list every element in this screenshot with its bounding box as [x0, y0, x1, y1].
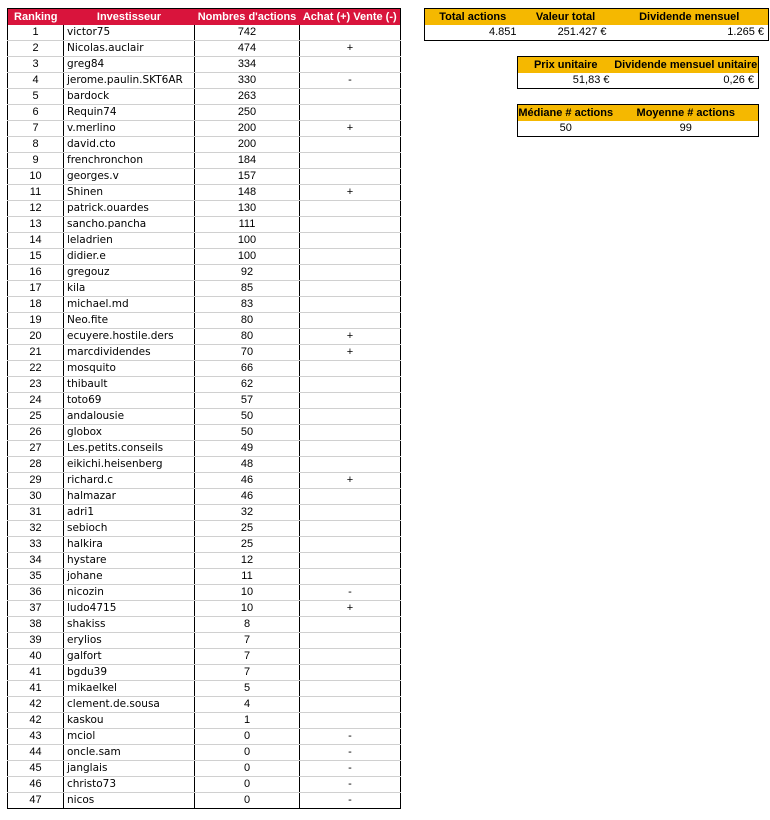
investor-cell: sancho.pancha	[64, 217, 195, 233]
rank-cell: 33	[8, 537, 64, 553]
rank-cell: 47	[8, 793, 64, 809]
header-shares: Nombres d'actions	[195, 9, 300, 26]
rank-cell: 44	[8, 745, 64, 761]
rank-cell: 23	[8, 377, 64, 393]
shares-cell: 474	[195, 41, 300, 57]
table-row	[8, 169, 401, 185]
shares-cell: 157	[195, 169, 300, 185]
rank-cell: 30	[8, 489, 64, 505]
table-row	[8, 57, 401, 73]
total-value-value: 251.427 €	[557, 26, 607, 38]
investor-cell: nicos	[64, 793, 195, 809]
investor-cell: v.merlino	[64, 121, 195, 137]
table-row	[8, 697, 401, 713]
trade-cell	[300, 569, 401, 585]
rank-cell: 21	[8, 345, 64, 361]
investor-cell: eikichi.heisenberg	[64, 457, 195, 473]
table-row	[8, 409, 401, 425]
table-row	[8, 281, 401, 297]
rank-cell: 11	[8, 185, 64, 201]
table-row	[8, 73, 401, 89]
trade-cell	[300, 201, 401, 217]
table-row	[8, 537, 401, 553]
investor-cell: ludo4715	[64, 601, 195, 617]
trade-cell: +	[300, 345, 401, 361]
rank-cell: 42	[8, 697, 64, 713]
table-row	[8, 505, 401, 521]
trade-cell	[300, 137, 401, 153]
table-row	[8, 569, 401, 585]
rank-cell: 46	[8, 777, 64, 793]
shares-cell: 11	[195, 569, 300, 585]
investor-cell: Requin74	[64, 105, 195, 121]
investor-cell: erylios	[64, 633, 195, 649]
rank-cell: 45	[8, 761, 64, 777]
stats-value-row	[518, 121, 759, 137]
trade-cell: +	[300, 473, 401, 489]
investor-cell: halkira	[64, 537, 195, 553]
trade-cell: -	[300, 729, 401, 745]
shares-cell: 46	[195, 489, 300, 505]
ranking-body	[8, 25, 401, 809]
trade-cell: -	[300, 761, 401, 777]
table-row	[8, 137, 401, 153]
table-row	[8, 441, 401, 457]
table-row	[8, 121, 401, 137]
table-row	[8, 361, 401, 377]
header-mean: Moyenne # actions	[614, 105, 759, 122]
table-row	[8, 633, 401, 649]
trade-cell	[300, 393, 401, 409]
shares-cell: 7	[195, 665, 300, 681]
investor-cell: clement.de.sousa	[64, 697, 195, 713]
shares-cell: 200	[195, 121, 300, 137]
table-row	[8, 89, 401, 105]
investor-cell: sebioch	[64, 521, 195, 537]
unit-dividend-value: 0,26 €	[723, 74, 754, 86]
trade-cell	[300, 617, 401, 633]
unit-value-row	[518, 73, 759, 89]
shares-cell: 7	[195, 649, 300, 665]
shares-cell: 10	[195, 601, 300, 617]
table-row	[8, 793, 401, 809]
trade-cell	[300, 217, 401, 233]
table-row	[8, 601, 401, 617]
shares-cell: 62	[195, 377, 300, 393]
trade-cell	[300, 233, 401, 249]
totals-table	[424, 8, 769, 41]
table-row	[8, 25, 401, 41]
investor-cell: Les.petits.conseils	[64, 441, 195, 457]
investor-cell: Neo.fite	[64, 313, 195, 329]
shares-cell: 85	[195, 281, 300, 297]
trade-cell	[300, 505, 401, 521]
table-row	[8, 777, 401, 793]
shares-cell: 0	[195, 793, 300, 809]
table-row	[8, 217, 401, 233]
table-row	[8, 329, 401, 345]
trade-cell: -	[300, 73, 401, 89]
shares-cell: 8	[195, 617, 300, 633]
rank-cell: 4	[8, 73, 64, 89]
trade-cell	[300, 537, 401, 553]
rank-cell: 31	[8, 505, 64, 521]
shares-cell: 70	[195, 345, 300, 361]
monthly-dividend-value: 1.265 €	[727, 26, 764, 38]
shares-cell: 0	[195, 761, 300, 777]
investor-cell: halmazar	[64, 489, 195, 505]
shares-cell: 66	[195, 361, 300, 377]
rank-cell: 42	[8, 713, 64, 729]
header-unit-dividend: Dividende mensuel unitaire	[614, 57, 759, 74]
investor-cell: toto69	[64, 393, 195, 409]
shares-cell: 7	[195, 633, 300, 649]
rank-cell: 5	[8, 89, 64, 105]
table-row	[8, 681, 401, 697]
investor-cell: christo73	[64, 777, 195, 793]
header-investor: Investisseur	[64, 9, 195, 26]
investor-cell: bardock	[64, 89, 195, 105]
investor-cell: johane	[64, 569, 195, 585]
investor-cell: patrick.ouardes	[64, 201, 195, 217]
trade-cell	[300, 377, 401, 393]
table-row	[8, 41, 401, 57]
table-row	[8, 617, 401, 633]
shares-cell: 25	[195, 537, 300, 553]
rank-cell: 7	[8, 121, 64, 137]
trade-cell	[300, 553, 401, 569]
table-row	[8, 665, 401, 681]
table-row	[8, 233, 401, 249]
table-row	[8, 425, 401, 441]
investor-cell: mosquito	[64, 361, 195, 377]
investor-cell: oncle.sam	[64, 745, 195, 761]
investor-cell: frenchronchon	[64, 153, 195, 169]
investor-cell: jerome.paulin.SKT6AR	[64, 73, 195, 89]
trade-cell	[300, 457, 401, 473]
trade-cell	[300, 665, 401, 681]
header-total-shares: Total actions	[425, 9, 521, 26]
table-row	[8, 745, 401, 761]
shares-cell: 12	[195, 553, 300, 569]
rank-cell: 13	[8, 217, 64, 233]
investor-cell: globox	[64, 425, 195, 441]
investor-cell: gregouz	[64, 265, 195, 281]
shares-cell: 1	[195, 713, 300, 729]
investor-cell: adri1	[64, 505, 195, 521]
table-row	[8, 713, 401, 729]
rank-cell: 19	[8, 313, 64, 329]
header-total-value: Valeur total	[521, 9, 611, 26]
shares-cell: 184	[195, 153, 300, 169]
trade-cell	[300, 713, 401, 729]
shares-cell: 92	[195, 265, 300, 281]
table-row	[8, 489, 401, 505]
rank-cell: 17	[8, 281, 64, 297]
trade-cell: +	[300, 185, 401, 201]
trade-cell	[300, 489, 401, 505]
table-row	[8, 297, 401, 313]
table-row	[8, 585, 401, 601]
totals-header-row	[425, 9, 769, 26]
rank-cell: 37	[8, 601, 64, 617]
unit-header-row	[518, 57, 759, 74]
shares-cell: 334	[195, 57, 300, 73]
table-row	[8, 201, 401, 217]
trade-cell	[300, 361, 401, 377]
investor-cell: andalousie	[64, 409, 195, 425]
trade-cell	[300, 25, 401, 41]
rank-cell: 26	[8, 425, 64, 441]
shares-cell: 50	[195, 425, 300, 441]
shares-cell: 80	[195, 329, 300, 345]
rank-cell: 35	[8, 569, 64, 585]
header-ranking: Ranking	[8, 9, 64, 26]
investor-cell: shakiss	[64, 617, 195, 633]
trade-cell: -	[300, 745, 401, 761]
trade-cell	[300, 649, 401, 665]
table-row	[8, 265, 401, 281]
trade-cell	[300, 265, 401, 281]
rank-cell: 41	[8, 681, 64, 697]
investor-cell: leladrien	[64, 233, 195, 249]
trade-cell	[300, 153, 401, 169]
rank-cell: 9	[8, 153, 64, 169]
investor-cell: kila	[64, 281, 195, 297]
rank-cell: 28	[8, 457, 64, 473]
table-row	[8, 105, 401, 121]
rank-cell: 16	[8, 265, 64, 281]
rank-cell: 10	[8, 169, 64, 185]
shares-cell: 330	[195, 73, 300, 89]
shares-cell: 49	[195, 441, 300, 457]
shares-cell: 0	[195, 729, 300, 745]
shares-cell: 250	[195, 105, 300, 121]
table-row	[8, 457, 401, 473]
header-unit-price: Prix unitaire	[518, 57, 614, 74]
unit-table	[517, 56, 759, 89]
trade-cell	[300, 633, 401, 649]
investor-cell: georges.v	[64, 169, 195, 185]
trade-cell	[300, 697, 401, 713]
rank-cell: 24	[8, 393, 64, 409]
shares-cell: 4	[195, 697, 300, 713]
trade-cell: +	[300, 41, 401, 57]
header-monthly-dividend: Dividende mensuel	[611, 9, 769, 26]
rank-cell: 14	[8, 233, 64, 249]
table-row	[8, 521, 401, 537]
table-row	[8, 377, 401, 393]
investor-cell: bgdu39	[64, 665, 195, 681]
shares-cell: 200	[195, 137, 300, 153]
rank-cell: 29	[8, 473, 64, 489]
shares-cell: 5	[195, 681, 300, 697]
table-row	[8, 473, 401, 489]
rank-cell: 41	[8, 665, 64, 681]
trade-cell	[300, 281, 401, 297]
investor-cell: janglais	[64, 761, 195, 777]
investor-cell: Nicolas.auclair	[64, 41, 195, 57]
investor-cell: richard.c	[64, 473, 195, 489]
shares-cell: 148	[195, 185, 300, 201]
rank-cell: 18	[8, 297, 64, 313]
shares-cell: 0	[195, 777, 300, 793]
rank-cell: 15	[8, 249, 64, 265]
rank-cell: 12	[8, 201, 64, 217]
table-row	[8, 313, 401, 329]
table-row	[8, 761, 401, 777]
rank-cell: 3	[8, 57, 64, 73]
shares-cell: 25	[195, 521, 300, 537]
median-value: 50	[559, 122, 572, 134]
total-shares-value: 4.851	[488, 26, 517, 38]
investor-cell: mciol	[64, 729, 195, 745]
shares-cell: 46	[195, 473, 300, 489]
trade-cell: -	[348, 794, 352, 806]
trade-cell	[300, 57, 401, 73]
investor-cell: michael.md	[64, 297, 195, 313]
table-row	[8, 393, 401, 409]
rank-cell: 32	[8, 521, 64, 537]
trade-cell	[300, 681, 401, 697]
rank-cell: 22	[8, 361, 64, 377]
rank-cell: 20	[8, 329, 64, 345]
table-row	[8, 553, 401, 569]
table-row	[8, 729, 401, 745]
rank-cell: 2	[8, 41, 64, 57]
rank-cell: 8	[8, 137, 64, 153]
investor-cell: hystare	[64, 553, 195, 569]
trade-cell	[300, 297, 401, 313]
investor-cell: thibault	[64, 377, 195, 393]
table-row	[8, 185, 401, 201]
shares-cell: 263	[195, 89, 300, 105]
rank-cell: 34	[8, 553, 64, 569]
shares-cell: 10	[195, 585, 300, 601]
investor-cell: victor75	[64, 25, 195, 41]
investor-cell: marcdividendes	[64, 345, 195, 361]
trade-cell: +	[300, 601, 401, 617]
trade-cell	[300, 169, 401, 185]
shares-cell: 100	[195, 233, 300, 249]
trade-cell: +	[300, 121, 401, 137]
ranking-table	[7, 8, 401, 809]
investor-cell: greg84	[64, 57, 195, 73]
shares-cell: 50	[195, 409, 300, 425]
investor-cell: didier.e	[64, 249, 195, 265]
investor-cell: Shinen	[64, 185, 195, 201]
trade-cell	[300, 313, 401, 329]
investor-cell: nicozin	[64, 585, 195, 601]
stats-table	[517, 104, 759, 137]
trade-cell: -	[300, 777, 401, 793]
table-row	[8, 649, 401, 665]
stats-header-row	[518, 105, 759, 122]
totals-value-row	[425, 25, 769, 41]
investor-cell: mikaelkel	[64, 681, 195, 697]
shares-cell: 32	[195, 505, 300, 521]
rank-cell: 25	[8, 409, 64, 425]
shares-cell: 57	[195, 393, 300, 409]
shares-cell: 100	[195, 249, 300, 265]
rank-cell: 27	[8, 441, 64, 457]
rank-cell: 39	[8, 633, 64, 649]
shares-cell: 0	[195, 745, 300, 761]
rank-cell: 43	[8, 729, 64, 745]
table-row	[8, 153, 401, 169]
investor-cell: galfort	[64, 649, 195, 665]
shares-cell: 83	[195, 297, 300, 313]
trade-cell: +	[300, 329, 401, 345]
trade-cell	[300, 441, 401, 457]
trade-cell	[300, 409, 401, 425]
table-row	[8, 345, 401, 361]
rank-cell: 6	[8, 105, 64, 121]
unit-price-value: 51,83 €	[572, 74, 610, 86]
investor-cell: david.cto	[64, 137, 195, 153]
rank-cell: 40	[8, 649, 64, 665]
shares-cell: 742	[195, 25, 300, 41]
header-median: Médiane # actions	[518, 105, 614, 122]
shares-cell: 80	[195, 313, 300, 329]
trade-cell	[300, 425, 401, 441]
trade-cell	[300, 105, 401, 121]
ranking-header-row	[8, 9, 401, 26]
mean-value: 99	[679, 122, 692, 134]
investor-cell: ecuyere.hostile.ders	[64, 329, 195, 345]
shares-cell: 130	[195, 201, 300, 217]
investor-cell: kaskou	[64, 713, 195, 729]
table-row	[8, 249, 401, 265]
trade-cell	[300, 249, 401, 265]
shares-cell: 111	[195, 217, 300, 233]
rank-cell: 36	[8, 585, 64, 601]
trade-cell	[300, 89, 401, 105]
header-trade: Achat (+) Vente (-)	[300, 9, 401, 26]
rank-cell: 1	[8, 25, 64, 41]
trade-cell	[300, 521, 401, 537]
trade-cell: -	[300, 585, 401, 601]
shares-cell: 48	[195, 457, 300, 473]
rank-cell: 38	[8, 617, 64, 633]
